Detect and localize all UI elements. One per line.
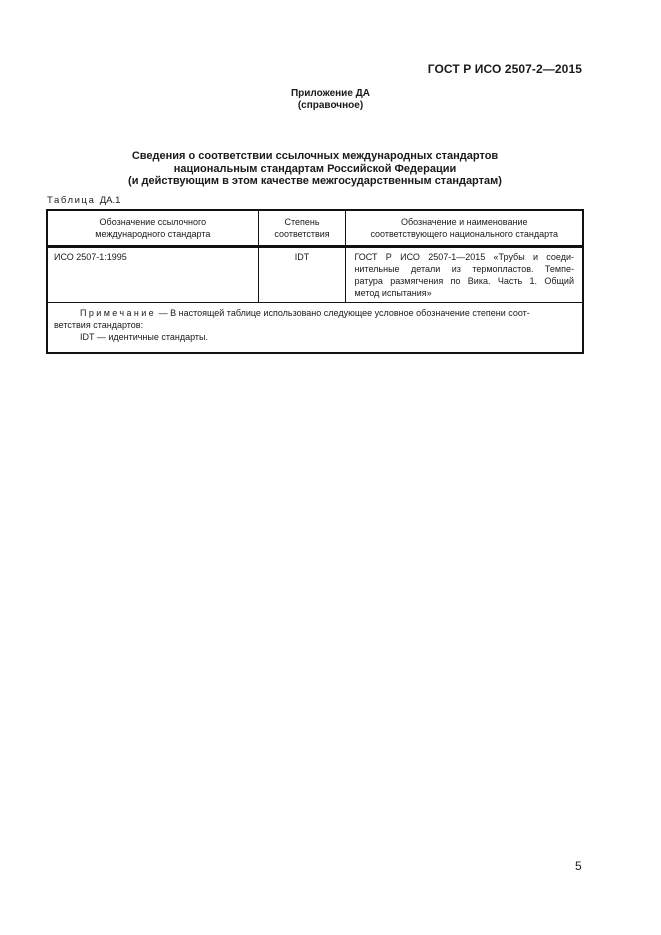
note-line: IDT — идентичные стандарты.	[80, 332, 209, 342]
column-header-line: Обозначение ссылочного	[99, 217, 207, 227]
table-caption	[47, 195, 120, 206]
table-note	[47, 303, 583, 354]
standards-correspondence-table	[46, 209, 584, 354]
column-header-line: Степень	[284, 217, 320, 227]
cell-international-standard: ИСО 2507-1:1995	[47, 247, 258, 303]
column-header-national-standard	[346, 210, 583, 247]
appendix-title-line: (и действующим в этом качестве межгосударственным стандартам)	[128, 175, 502, 187]
cell-degree: IDT	[258, 247, 346, 303]
table-header-row	[47, 210, 583, 247]
appendix-heading	[0, 88, 661, 112]
page-number: 5	[575, 859, 582, 873]
column-header-degree	[258, 210, 346, 247]
cell-text-line: нительные детали из термопластов. Темпе-	[354, 264, 574, 274]
appendix-label: Приложение ДА	[290, 88, 371, 99]
column-header-line: соответствующего национального стандарта	[370, 229, 558, 239]
column-header-line: соответствия	[274, 229, 330, 239]
document-code-header: ГОСТ Р ИСО 2507-2—2015	[427, 62, 582, 76]
table-note-row	[47, 303, 583, 354]
appendix-title	[0, 150, 630, 188]
appendix-title-line: Сведения о соответствии ссылочных международных стандартов	[131, 150, 499, 162]
note-line: ветствия стандартов:	[54, 320, 144, 330]
note-text: — В настоящей таблице использовано следующее условное обозначение степени соот-	[156, 308, 530, 318]
note-line	[54, 307, 576, 319]
table-row	[47, 247, 583, 303]
cell-text-line: ГОСТ Р ИСО 2507-1—2015 «Трубы и соеди-	[354, 252, 574, 262]
cell-national-standard	[346, 247, 583, 303]
cell-text-line: ратура размягчения по Вика. Часть 1. Общий	[354, 276, 574, 286]
table-caption-number: ДА.1	[99, 195, 121, 206]
cell-text-line: метод испытания»	[354, 288, 432, 298]
table-caption-word: Таблица	[47, 195, 96, 206]
appendix-title-line: национальным стандартам Российской Федерации	[173, 162, 457, 175]
column-header-line: международного стандарта	[95, 229, 211, 239]
appendix-type: (справочное)	[297, 100, 364, 111]
column-header-international-standard	[47, 210, 258, 247]
note-label: Примечание	[80, 308, 157, 318]
column-header-line: Обозначение и наименование	[400, 217, 528, 227]
